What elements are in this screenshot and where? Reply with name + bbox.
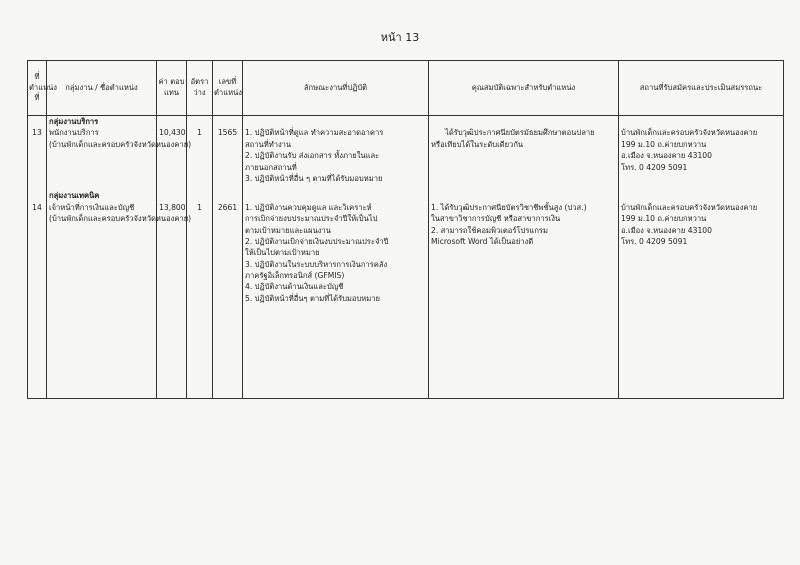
qualification-line: ในสาขาวิชาการบัญชี หรือสาขาการเงิน bbox=[431, 214, 561, 224]
header-group: กลุ่มงาน / ชื่อตำแหน่ง bbox=[47, 61, 157, 116]
duty-line: 2. ปฏิบัติงานเบิกจ่ายเงินงบประมาณประจำปี bbox=[245, 236, 389, 246]
location-line: 199 ม.10 ถ.ค่ายบกหวาน bbox=[621, 139, 707, 149]
location-line: อ.เมือง จ.หนองคาย 43100 bbox=[621, 151, 712, 161]
location-line: โทร. 0 4209 5091 bbox=[621, 162, 688, 172]
location-line: โทร. 0 4209 5091 bbox=[621, 236, 688, 246]
header-duties: ลักษณะงานที่ปฏิบัติ bbox=[243, 61, 429, 116]
qualification-line: Microsoft Word ได้เป็นอย่างดี bbox=[431, 236, 534, 246]
header-location: สถานที่รับสมัครและประเมินสมรรถนะ bbox=[619, 61, 784, 116]
header-position-no: เลขที่ ตำแหน่ง bbox=[213, 61, 243, 116]
rate: 1 bbox=[197, 202, 202, 212]
header-qualifications: คุณสมบัติเฉพาะสำหรับตำแหน่ง bbox=[429, 61, 619, 116]
duty-line: ให้เป็นไปตามเป้าหมาย bbox=[245, 248, 320, 258]
group-header-row bbox=[28, 190, 784, 201]
duty-line: 5. ปฏิบัติหน้าที่อื่นๆ ตามที่ได้รับมอบหมาย bbox=[245, 293, 381, 303]
duty-line: 1. ปฏิบัติงานควบคุมดูแล และวิเคราะห์ bbox=[245, 202, 372, 212]
position-no: 1565 bbox=[217, 128, 238, 138]
position-name: เจ้าหน้าที่การเงินและบัญชี bbox=[49, 202, 135, 212]
location-line: 199 ม.10 ถ.ค่ายบกหวาน bbox=[621, 214, 707, 224]
position-no: 2661 bbox=[217, 202, 238, 212]
job-table bbox=[27, 60, 784, 399]
location-line: อ.เมือง จ.หนองคาย 43100 bbox=[621, 225, 712, 235]
position-name: พนักงานบริการ bbox=[49, 128, 99, 138]
duty-line: 3. ปฏิบัติงานในระบบบริหารการเงินการคลัง bbox=[245, 259, 388, 269]
duty-line: ตามเป้าหมายและแผนงาน bbox=[245, 225, 331, 235]
qualification-line: ได้รับวุฒิประกาศนียบัตรมัธยมศึกษาตอนปลาย bbox=[445, 128, 595, 138]
qualification-line: 2. สามารถใช้คอมพิวเตอร์โปรแกรม bbox=[431, 225, 549, 235]
group-header-row bbox=[28, 116, 784, 128]
duty-line: 1. ปฏิบัติหน้าที่ดูแล ทำความสะอาดอาคาร bbox=[245, 128, 384, 138]
wage: 10,430 bbox=[159, 128, 186, 138]
duty-line: การเบิกจ่ายงบประมาณประจำปีให้เป็นไป bbox=[245, 214, 378, 224]
row-no: 14 bbox=[32, 202, 42, 212]
table-row bbox=[28, 202, 784, 399]
table-header-row bbox=[28, 61, 784, 116]
duty-line: ภายนอกสถานที่ bbox=[245, 162, 297, 172]
header-no: ที่ ตำแหน่ง ที่ bbox=[28, 61, 47, 116]
header-rate: อัตรา ว่าง bbox=[187, 61, 213, 116]
location-line: บ้านพักเด็กและครอบครัวจังหวัดหนองคาย bbox=[621, 128, 758, 138]
group-name: กลุ่มงานเทคนิค bbox=[49, 191, 100, 201]
duty-line: ภาครัฐอิเล็กทรอนิกส์ (GFMIS) bbox=[245, 271, 345, 281]
duty-line: 2. ปฏิบัติงานรับ ส่งเอกสาร ทั้งภายในและ bbox=[245, 151, 380, 161]
location-line: บ้านพักเด็กและครอบครัวจังหวัดหนองคาย bbox=[621, 202, 758, 212]
qualification-line: 1. ได้รับวุฒิประกาศนียบัตรวิชาชีพชั้นสูง (ปวส.) bbox=[431, 202, 587, 212]
duty-line: 3. ปฏิบัติหน้าที่อื่น ๆ ตามที่ได้รับมอบหมาย bbox=[245, 173, 383, 183]
page-title: หน้า 13 bbox=[380, 31, 420, 44]
office-name: (บ้านพักเด็กและครอบครัวจังหวัดหนองคาย) bbox=[49, 139, 192, 149]
duty-line: สถานที่ทำงาน bbox=[245, 139, 292, 149]
wage: 13,800 bbox=[159, 202, 186, 212]
duty-line: 4. ปฏิบัติงานด้านเงินและบัญชี bbox=[245, 282, 344, 292]
qualification-line: หรือเทียบได้ในระดับเดียวกัน bbox=[431, 139, 524, 149]
table-row bbox=[28, 127, 784, 184]
header-wage: ค่า ตอบ แทน bbox=[157, 61, 187, 116]
office-name: (บ้านพักเด็กและครอบครัวจังหวัดหนองคาย) bbox=[49, 214, 192, 224]
rate: 1 bbox=[197, 128, 202, 138]
group-name: กลุ่มงานบริการ bbox=[49, 117, 99, 126]
row-no: 13 bbox=[32, 128, 42, 138]
